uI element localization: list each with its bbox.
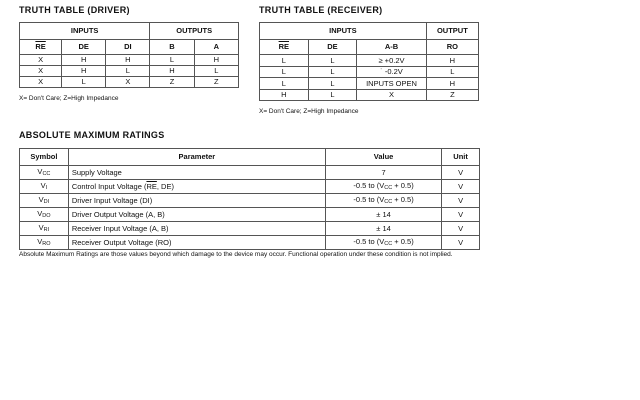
table-row (260, 78, 479, 90)
driver-note: X= Don't Care; Z=High Impedance (19, 95, 119, 102)
cell: Z (150, 77, 194, 88)
driver-col-de: DE (62, 40, 106, 55)
cell: L (308, 55, 357, 67)
table-row (20, 166, 480, 180)
cell: X (20, 66, 62, 77)
cell: L (260, 78, 309, 90)
table-row (20, 77, 239, 88)
cell: INPUTS OPEN (357, 78, 426, 90)
symbol-cell: $V_{DO}$ (20, 208, 69, 222)
parameter-cell: Receiver Input Voltage (A, B) (68, 222, 325, 236)
driver-inputs-group: INPUTS (20, 23, 150, 40)
cell: H (260, 89, 309, 101)
table-row (260, 66, 479, 78)
table-row (20, 222, 480, 236)
value-cell: ± 14 (325, 208, 441, 222)
cell: X (20, 77, 62, 88)
receiver-col-re: $\overline{RE}$ (260, 40, 309, 55)
symbol-cell: $V_{RI}$ (20, 222, 69, 236)
symbol-cell: $V_{DI}$ (20, 194, 69, 208)
symbol-cell: $V_{CC}$ (20, 166, 69, 180)
cell: L (426, 66, 478, 78)
parameter-cell: Supply Voltage (68, 166, 325, 180)
symbol-cell: $V_I$ (20, 180, 69, 194)
ratings-col-symbol: Symbol (20, 149, 69, 166)
unit-cell: V (442, 180, 480, 194)
receiver-truth-table (259, 22, 479, 101)
cell: L (150, 55, 194, 66)
cell: H (426, 78, 478, 90)
driver-outputs-group: OUTPUTS (150, 23, 239, 40)
unit-cell: V (442, 208, 480, 222)
parameter-cell: Control Input Voltage ($\overline{RE}$, DE) (68, 180, 325, 194)
cell: ˙ -0.2V (357, 66, 426, 78)
symbol-cell: $V_{RO}$ (20, 236, 69, 250)
value-cell: -0.5 to $(V_{CC} + 0.5)$ (325, 236, 441, 250)
table-row (20, 236, 480, 250)
value-cell: 7 (325, 166, 441, 180)
receiver-col-de: DE (308, 40, 357, 55)
unit-cell: V (442, 194, 480, 208)
value-cell: ± 14 (325, 222, 441, 236)
cell: L (308, 78, 357, 90)
cell: H (62, 66, 106, 77)
ratings-col-unit: Unit (442, 149, 480, 166)
cell: X (20, 55, 62, 66)
unit-cell: V (442, 166, 480, 180)
cell: L (260, 66, 309, 78)
table-row (260, 55, 479, 67)
table-row (20, 66, 239, 77)
ratings-col-value: Value (325, 149, 441, 166)
parameter-cell: Receiver Output Voltage (RO) (68, 236, 325, 250)
table-row (20, 208, 480, 222)
ratings-col-parameter: Parameter (68, 149, 325, 166)
parameter-cell: Driver Input Voltage (DI) (68, 194, 325, 208)
unit-cell: V (442, 222, 480, 236)
cell: L (308, 89, 357, 101)
cell: Z (194, 77, 238, 88)
cell: Z (426, 89, 478, 101)
cell: L (194, 66, 238, 77)
cell: L (62, 77, 106, 88)
driver-col-b: B (150, 40, 194, 55)
ratings-note: Absolute Maximum Ratings are those values beyond which damage to the device may occur. Functional operation under these condition is not implied. (19, 251, 453, 258)
cell: H (426, 55, 478, 67)
ratings-table (19, 148, 480, 250)
table-row (20, 55, 239, 66)
cell: H (194, 55, 238, 66)
driver-col-di: DI (106, 40, 150, 55)
driver-col-re: $\overline{RE}$ (20, 40, 62, 55)
receiver-note: X= Don't Care; Z=High Impedance (259, 108, 359, 115)
table-row (20, 180, 480, 194)
driver-title: TRUTH TABLE (DRIVER) (19, 5, 130, 15)
driver-col-a: A (194, 40, 238, 55)
receiver-col-a-b: A-B (357, 40, 426, 55)
unit-cell: V (442, 236, 480, 250)
receiver-title: TRUTH TABLE (RECEIVER) (259, 5, 383, 15)
ratings-title: ABSOLUTE MAXIMUM RATINGS (19, 130, 165, 140)
parameter-cell: Driver Output Voltage (A, B) (68, 208, 325, 222)
driver-truth-table (19, 22, 239, 88)
table-row (20, 194, 480, 208)
value-cell: -0.5 to $(V_{CC} + 0.5)$ (325, 194, 441, 208)
cell: X (357, 89, 426, 101)
cell: ≥ +0.2V (357, 55, 426, 67)
receiver-output-group: OUTPUT (426, 23, 478, 40)
receiver-inputs-group: INPUTS (260, 23, 427, 40)
receiver-col-ro: RO (426, 40, 478, 55)
cell: L (106, 66, 150, 77)
cell: H (62, 55, 106, 66)
cell: X (106, 77, 150, 88)
cell: H (150, 66, 194, 77)
cell: L (308, 66, 357, 78)
value-cell: -0.5 to $(V_{CC} + 0.5)$ (325, 180, 441, 194)
table-row (260, 89, 479, 101)
cell: L (260, 55, 309, 67)
cell: H (106, 55, 150, 66)
